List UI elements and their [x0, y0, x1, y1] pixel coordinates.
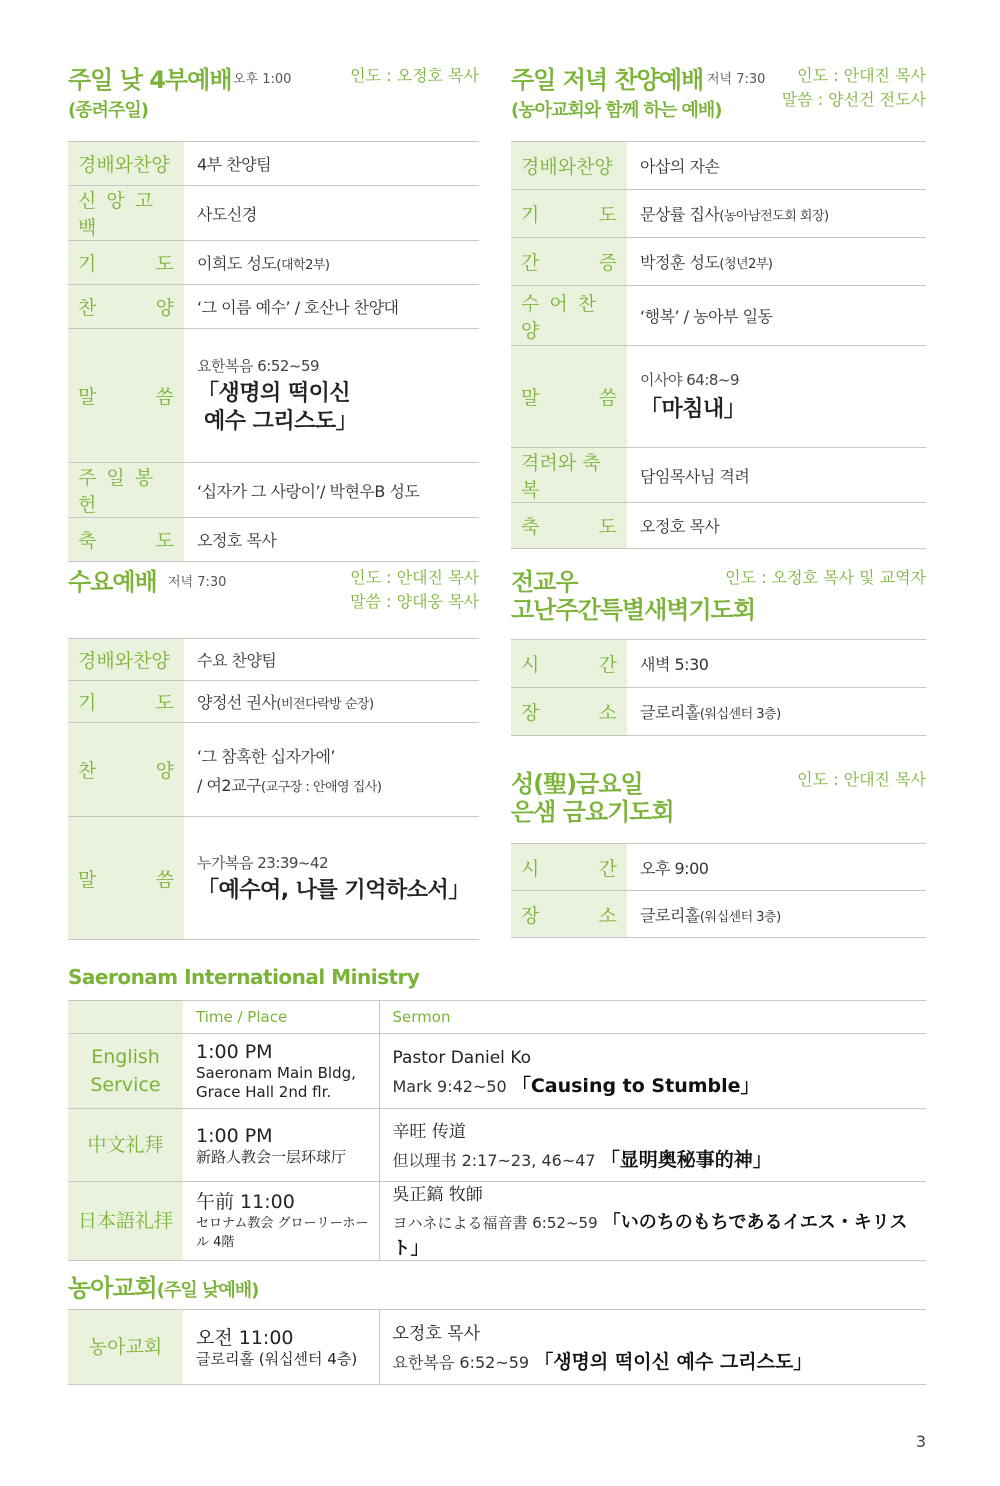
row-value: ‘그 이름 예수’ / 호산나 찬양대 [184, 285, 479, 329]
intl-sermon [379, 1109, 926, 1182]
row-label: 말 씀 [68, 329, 184, 463]
row-value [184, 241, 479, 285]
sermon-title: 「显明奥秘事的神」 [600, 1148, 772, 1171]
header-sermon: Sermon [379, 1001, 926, 1034]
label-text: 경배와찬양 [521, 156, 613, 178]
sermon-title: 「Causing to Stumble」 [511, 1074, 760, 1097]
deaf-time-place [183, 1310, 379, 1385]
row-label: 간 증 [511, 238, 627, 286]
sunday4-table [68, 141, 479, 562]
service-place-line2: Grace Hall 2nd flr. [196, 1083, 332, 1101]
evening-leader-line2: 말씀 : 양선건 전도사 [781, 90, 926, 109]
deaf-title [68, 1274, 258, 1305]
intl-time-place [183, 1182, 379, 1261]
row-value [184, 681, 479, 723]
wednesday-leader [350, 566, 479, 614]
table-row [68, 463, 479, 518]
row-value [627, 238, 926, 286]
row-label [68, 186, 184, 241]
row-label: 축 도 [511, 503, 627, 549]
sermon-ref: 요한복음 6:52~59 [197, 357, 320, 375]
intl-label [68, 1109, 183, 1182]
value-note: (교구장 : 안애영 집사) [261, 779, 382, 795]
row-value: 담임목사님 격려 [627, 448, 926, 503]
row-value [184, 723, 479, 817]
intl-table [68, 1000, 926, 1261]
service-place: 글로리홀 (워십센터 4층) [196, 1349, 358, 1368]
row-label [68, 463, 184, 518]
row-label [511, 142, 627, 190]
row-value: 오정호 목사 [627, 503, 926, 549]
friday-title-line2: 은샘 금요기도회 [511, 798, 674, 826]
sermon-ref: 누가복음 23:39~42 [197, 853, 329, 872]
row-value: 4부 찬양팀 [184, 142, 479, 186]
table-row [68, 285, 479, 329]
sermon-verse: ヨハネによる福音書 6:52~59 [392, 1214, 598, 1232]
row-label: 시 간 [511, 640, 627, 688]
pastor-name: 오정호 목사 [392, 1323, 481, 1344]
intl-time-place [183, 1034, 379, 1109]
sermon-verse: 요한복음 6:52~59 [392, 1352, 530, 1372]
table-row [68, 1182, 926, 1261]
value-text: 박정훈 성도 [640, 253, 720, 272]
row-label: 기 도 [511, 190, 627, 238]
sunday4-title-text: 주일 낮 4부예배 [68, 66, 232, 94]
table-row [511, 346, 926, 448]
row-value: ‘십자가 그 사랑이’/ 박현우B 성도 [184, 463, 479, 518]
value-text: 이희도 성도 [197, 254, 277, 273]
table-row [68, 142, 479, 186]
row-label: 시 간 [511, 844, 627, 891]
row-value [627, 346, 926, 448]
table-row [511, 503, 926, 549]
table-row [511, 844, 926, 891]
evening-table [511, 141, 926, 549]
pastor-name: 吳正鎬 牧師 [392, 1185, 483, 1205]
row-label [68, 639, 184, 681]
value-note: (워십센터 3층) [699, 909, 781, 925]
row-label: 장 소 [511, 891, 627, 938]
label-text: 수 어 찬 양 [521, 292, 599, 342]
value-text: 글로리홀 [640, 905, 700, 925]
wednesday-table [68, 638, 479, 940]
table-row [68, 639, 479, 681]
deaf-sermon [379, 1310, 926, 1385]
dawn-title-line2: 고난주간특별새벽기도회 [511, 596, 756, 624]
table-row [68, 518, 479, 562]
evening-title [511, 66, 722, 125]
row-value [184, 329, 479, 463]
evening-title-text: 주일 저녁 찬양예배 [511, 66, 704, 94]
sermon-title: 「예수여, 나를 기억하소서」 [197, 877, 470, 903]
label-line2: Service [90, 1074, 161, 1096]
evening-leader-line1: 인도 : 안대진 목사 [797, 66, 926, 85]
sermon-title: 「마침내」 [640, 397, 746, 422]
sermon-title: 「생명의 떡이신 예수 그리스도」 [534, 1350, 813, 1373]
service-time: 1:00 PM [196, 1124, 273, 1147]
row-label: 찬 양 [68, 285, 184, 329]
value-text: 글로리홀 [640, 703, 700, 722]
friday-title [511, 770, 674, 826]
row-value: ‘행복’ / 농아부 일동 [627, 286, 926, 346]
evening-time: 저녁 7:30 [707, 72, 766, 87]
wednesday-title: 수요예배 [68, 568, 157, 596]
row-value [184, 817, 479, 940]
row-value: 사도신경 [184, 186, 479, 241]
row-label: 찬 양 [68, 723, 184, 817]
row-label [511, 448, 627, 503]
dawn-table [511, 639, 926, 736]
label-line1: 日本語礼拝 [77, 1210, 173, 1232]
table-row [68, 1109, 926, 1182]
table-row [511, 448, 926, 503]
deaf-table [68, 1309, 926, 1385]
row-label: 기 도 [68, 241, 184, 285]
row-label [68, 142, 184, 186]
evening-subtitle: (농아교회와 함께 하는 예배) [511, 100, 722, 121]
sunday4-subtitle: (종려주일) [68, 100, 149, 121]
service-time: 오전 11:00 [196, 1326, 294, 1349]
value-note: (워십센터 3층) [699, 707, 781, 722]
pastor-name: 辛旺 传道 [392, 1121, 466, 1142]
sunday4-title [68, 66, 232, 125]
dawn-title [511, 568, 755, 624]
value-note: (농아남전도회 회장) [719, 209, 829, 224]
table-row [68, 681, 479, 723]
row-value: 새벽 5:30 [627, 640, 926, 688]
row-value: 수요 찬양팀 [184, 639, 479, 681]
intl-header-row [68, 1001, 926, 1034]
service-time: 午前 11:00 [196, 1191, 295, 1213]
value-line2 [197, 773, 479, 796]
row-label [511, 286, 627, 346]
table-row [68, 329, 479, 463]
row-label: 말 씀 [511, 346, 627, 448]
sermon-ref: 이사야 64:8~9 [640, 371, 740, 389]
sermon-verse: Mark 9:42~50 [392, 1076, 507, 1096]
table-row [511, 190, 926, 238]
sunday4-time: 오후 1:00 [233, 72, 292, 87]
table-row [68, 186, 479, 241]
value-line1: ‘그 참혹한 십자가에’ [197, 746, 335, 766]
value-text: / 여2교구 [197, 775, 262, 795]
wednesday-time: 저녁 7:30 [168, 575, 227, 590]
label-text: 경배와찬양 [78, 154, 170, 176]
row-value [627, 688, 926, 736]
value-note: (대학2부) [276, 258, 330, 273]
row-value [627, 891, 926, 938]
value-note: (비전다락방 순장) [276, 697, 374, 712]
friday-table [511, 843, 926, 938]
table-row [511, 286, 926, 346]
intl-label [68, 1182, 183, 1261]
service-time: 1:00 PM [196, 1041, 273, 1063]
intl-sermon [379, 1182, 926, 1261]
row-value: 오정호 목사 [184, 518, 479, 562]
row-value: 아삽의 자손 [627, 142, 926, 190]
intl-label [68, 1034, 183, 1109]
label-text: 격려와 축복 [521, 452, 601, 501]
sunday4-leader: 인도 : 오정호 목사 [350, 66, 479, 85]
service-place-line1: セロナム教会 グローリーホール 4階 [196, 1216, 369, 1250]
label-text: 신 앙 고 백 [78, 190, 156, 239]
intl-sermon [379, 1034, 926, 1109]
table-row [511, 142, 926, 190]
row-label: 말 씀 [68, 817, 184, 940]
intl-title: Saeronam International Ministry [68, 965, 420, 989]
table-row [68, 241, 479, 285]
dawn-title-line1: 전교우 [511, 568, 578, 596]
table-row [511, 640, 926, 688]
dawn-leader: 인도 : 오정호 목사 및 교역자 [725, 568, 926, 587]
label-text: 경배와찬양 [78, 650, 170, 672]
value-note: (청년2부) [719, 257, 773, 272]
row-label: 장 소 [511, 688, 627, 736]
row-value: 오후 9:00 [627, 844, 926, 891]
sermon-verse: 但以理书 2:17~23, 46~47 [392, 1150, 596, 1170]
deaf-title-paren: (주일 낮예배) [156, 1280, 259, 1301]
table-row [511, 688, 926, 736]
pastor-name: Pastor Daniel Ko [392, 1047, 532, 1068]
sermon-title-line1: 「생명의 떡이신 [197, 381, 351, 406]
label-line1: 中文礼拜 [87, 1134, 164, 1156]
evening-leader [782, 64, 926, 112]
sermon-title-line2: 예수 그리스도」 [204, 409, 358, 434]
wednesday-leader-line1: 인도 : 안대진 목사 [350, 568, 479, 587]
table-row [68, 1034, 926, 1109]
deaf-label: 농아교회 [68, 1310, 183, 1385]
table-row [68, 817, 479, 940]
row-label: 기 도 [68, 681, 184, 723]
friday-leader: 인도 : 안대진 목사 [797, 770, 926, 789]
row-value [627, 190, 926, 238]
table-row [511, 891, 926, 938]
row-label: 축 도 [68, 518, 184, 562]
sermon-title: 「いのちのもちであるイエス・キリスト」 [392, 1212, 908, 1259]
value-text: 양정선 권사 [197, 693, 277, 712]
header-blank [68, 1001, 183, 1034]
wednesday-leader-line2: 말씀 : 양대웅 목사 [350, 592, 479, 611]
table-row [68, 1310, 926, 1385]
label-text: 주 일 봉 헌 [78, 467, 156, 516]
table-row [68, 723, 479, 817]
page-number: 3 [915, 1432, 926, 1451]
header-time-place: Time / Place [183, 1001, 379, 1034]
service-place-line1: 新路人教会一层环球厅 [196, 1147, 347, 1166]
deaf-title-text: 농아교회 [68, 1274, 157, 1302]
label-line1: English [91, 1046, 160, 1068]
intl-time-place [183, 1109, 379, 1182]
friday-title-line1: 성(聖)금요일 [511, 770, 643, 798]
value-text: 문상률 집사 [640, 205, 720, 224]
table-row [511, 238, 926, 286]
service-place-line1: Saeronam Main Bldg, [196, 1064, 356, 1082]
